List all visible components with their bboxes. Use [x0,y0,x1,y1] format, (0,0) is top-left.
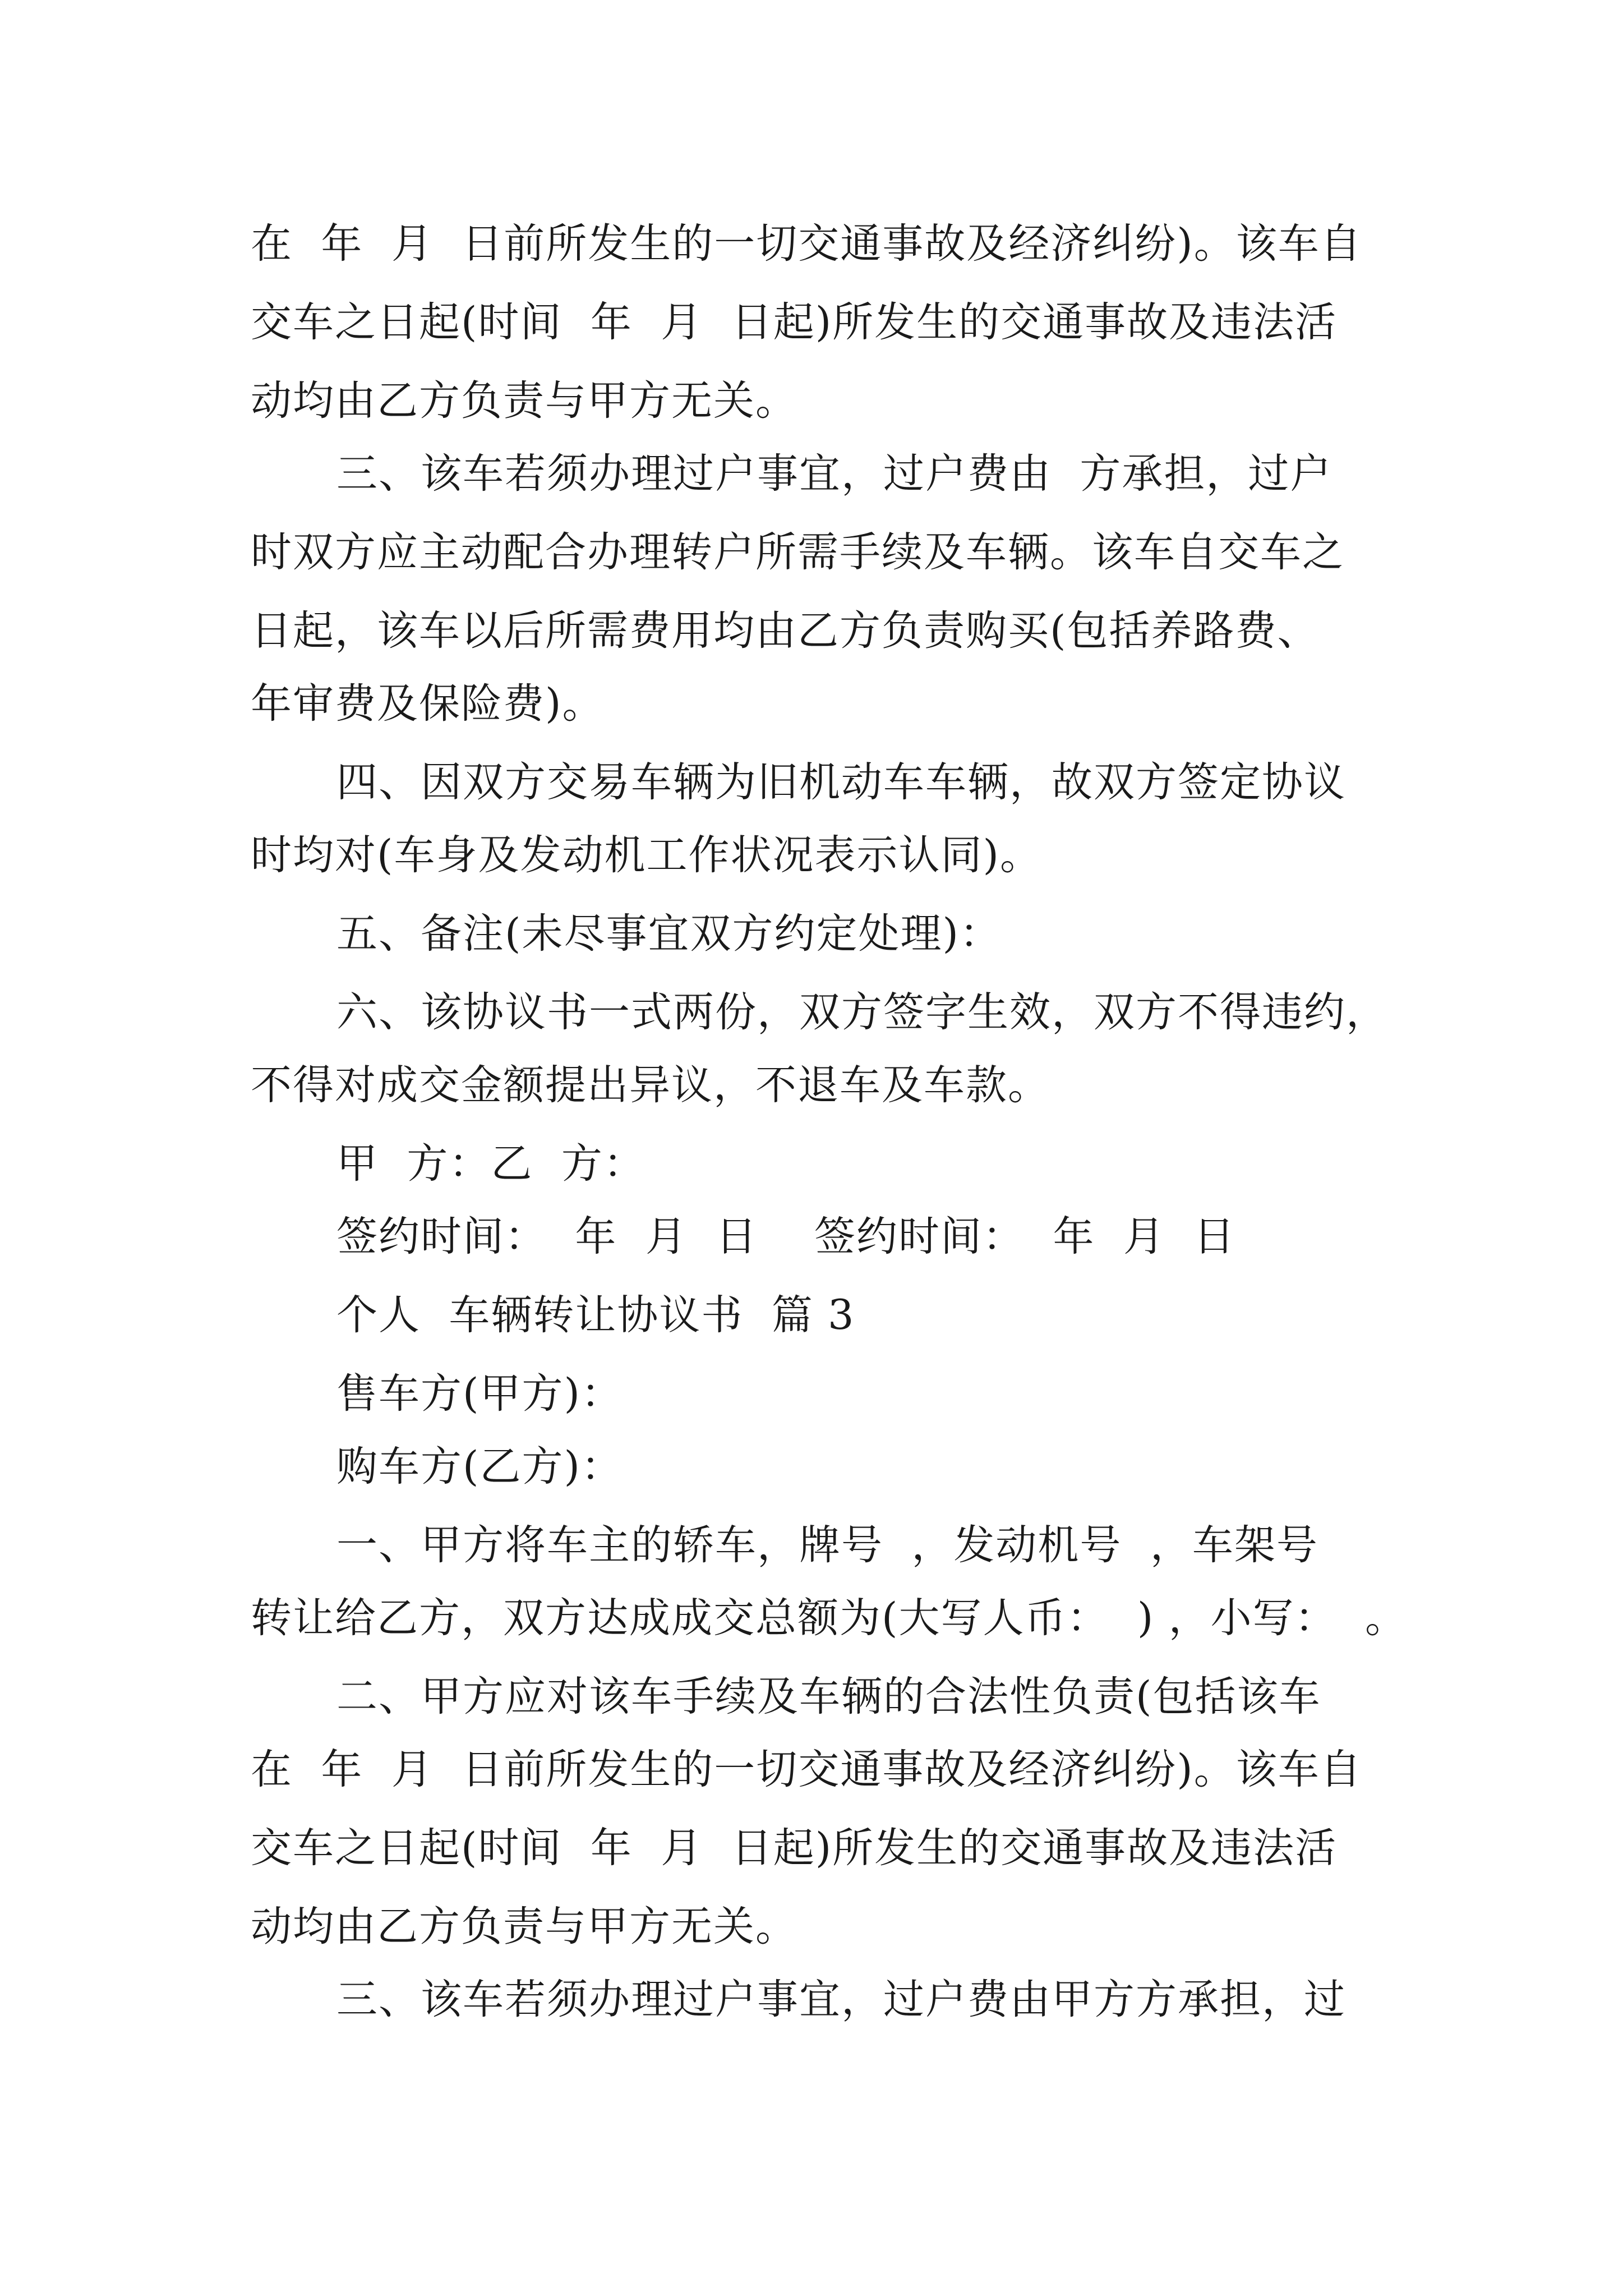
text-line: 在 年 月 日前所发生的一切交通事故及经济纠纷)。该车自 [251,1746,1362,1793]
text-line: 动均由乙方负责与甲方无关。 [251,377,797,425]
text-line: 时均对(车身及发动机工作状况表示认同)。 [251,831,1042,879]
text-line: 动均由乙方负责与甲方无关。 [251,1903,797,1950]
text-line: 转让给乙方，双方达成成交总额为(大写人币： ) ，小写： 。 [251,1594,1407,1642]
section-heading: 个人 车辆转让协议书 篇 3 [336,1291,855,1339]
buyer-line: 购车方(乙方)： [336,1443,623,1490]
text-line: 年审费及保险费)。 [251,680,605,728]
text-line: 四、因双方交易车辆为旧机动车车辆，故双方签定协议 [336,758,1346,806]
text-line: 日起，该车以后所需费用均由乙方负责购买(包括养路费、 [251,607,1320,655]
text-line: 交车之日起(时间 年 月 日起)所发生的交通事故及违法活 [251,298,1338,346]
text-line: 在 年 月 日前所发生的一切交通事故及经济纠纷)。该车自 [251,220,1362,268]
text-line: 三、该车若须办理过户事宜，过户费由 方承担，过户 [336,450,1332,498]
text-line: 时双方应主动配合办理转户所需手续及车辆。该车自交车之 [251,528,1344,576]
text-line: 一、甲方将车主的轿车，牌号 ，发动机号 ，车架号 [336,1521,1318,1569]
text-line: 交车之日起(时间 年 月 日起)所发生的交通事故及违法活 [251,1824,1338,1872]
text-line: 三、该车若须办理过户事宜，过户费由甲方方承担，过 [336,1976,1346,2023]
seller-line: 售车方(甲方)： [336,1370,623,1418]
text-line: 五、备注(未尽事宜双方约定处理)： [336,910,1002,958]
text-line: 二、甲方应对该车手续及车辆的合法性负责(包括该车 [336,1673,1321,1720]
signing-dates: 签约时间： 年 月 日 签约时间： 年 月 日 [336,1213,1236,1260]
signature-parties: 甲 方：乙 方： [336,1140,645,1188]
text-line: 不得对成交金额提出异议，不退车及车款。 [251,1061,1050,1109]
text-line: 六、该协议书一式两份，双方签字生效，双方不得违约， [336,988,1388,1036]
